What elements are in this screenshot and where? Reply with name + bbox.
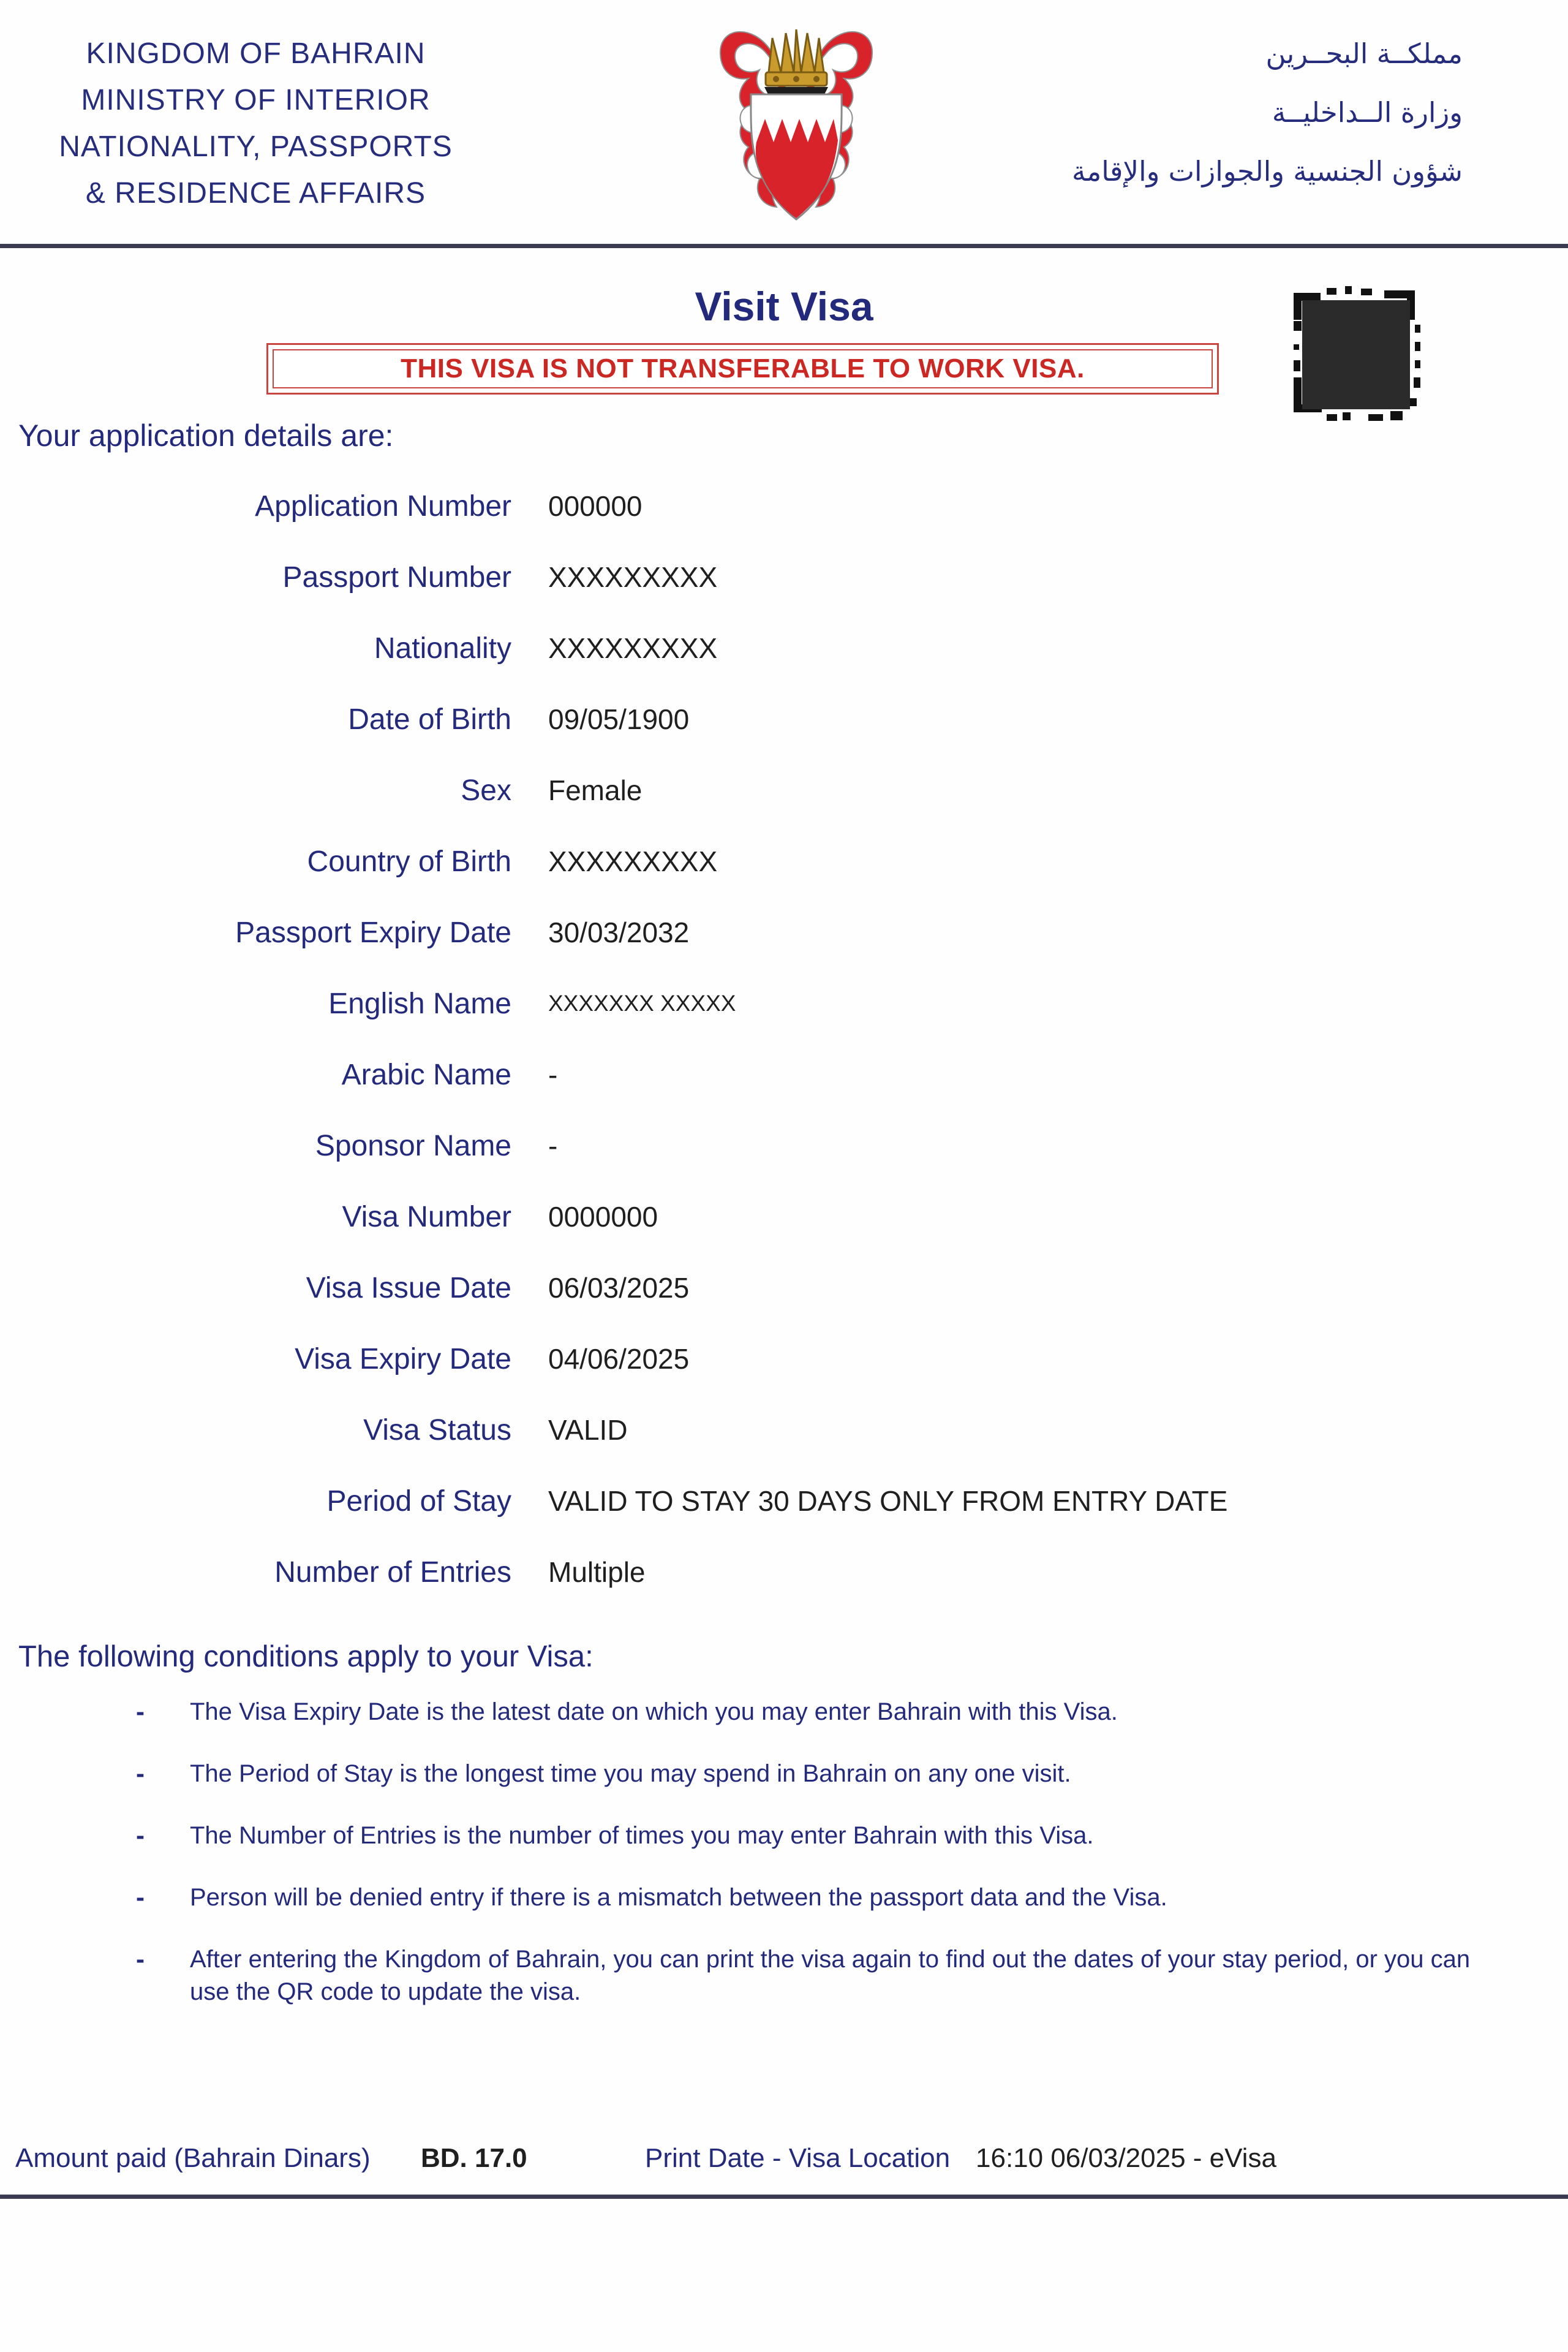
header-line: & RESIDENCE AFFAIRS — [85, 177, 426, 210]
field-value: XXXXXXX XXXXX — [548, 991, 736, 1016]
field-label: Country of Birth — [307, 845, 511, 878]
field-label: Passport Number — [282, 561, 511, 594]
list-item — [0, 1820, 1568, 1852]
header-divider — [0, 244, 1568, 248]
footer-divider — [0, 2195, 1568, 2199]
field-label: Passport Expiry Date — [235, 916, 511, 949]
table-row — [0, 897, 1568, 968]
field-label: Period of Stay — [326, 1484, 511, 1518]
field-value: 06/03/2025 — [548, 1272, 690, 1304]
table-row — [0, 613, 1568, 684]
field-label: Sponsor Name — [315, 1129, 511, 1162]
field-label: Nationality — [374, 632, 511, 665]
warning-text: THIS VISA IS NOT TRANSFERABLE TO WORK VISA. — [401, 354, 1085, 384]
list-item — [0, 1943, 1568, 2008]
table-row — [0, 1252, 1568, 1323]
field-value: VALID TO STAY 30 DAYS ONLY FROM ENTRY DATE — [548, 1485, 1228, 1517]
header-line-arabic: شؤون الجنسية والجوازات والإقامة — [1071, 155, 1463, 187]
amount-paid-label: Amount paid (Bahrain Dinars) — [15, 2143, 371, 2173]
warning-box — [266, 343, 1219, 395]
bahrain-coat-of-arms-icon — [698, 13, 894, 239]
field-label: Date of Birth — [348, 703, 511, 736]
field-value: 0000000 — [548, 1201, 658, 1233]
condition-text: The Period of Stay is the longest time you may spend in Bahrain on any one visit. — [190, 1760, 1071, 1787]
field-value: 09/05/1900 — [548, 703, 690, 735]
table-row — [0, 471, 1568, 542]
issuing-authority-ar — [1072, 25, 1463, 201]
condition-text: After entering the Kingdom of Bahrain, you can print the visa again to find out the dates of your stay period, or you can use the QR code to update the visa. — [190, 1946, 1471, 2005]
field-label: Visa Expiry Date — [295, 1342, 511, 1375]
details-heading: Your application details are: — [18, 418, 394, 453]
field-value: XXXXXXXXX — [548, 845, 718, 877]
field-value: Multiple — [548, 1556, 646, 1588]
print-date-value: 16:10 06/03/2025 - eVisa — [976, 2143, 1276, 2173]
table-row — [0, 968, 1568, 1039]
field-label: Visa Issue Date — [306, 1271, 511, 1304]
footer — [0, 2143, 1568, 2180]
condition-text: Person will be denied entry if there is a mismatch between the passport data and the Visa. — [190, 1884, 1167, 1911]
conditions-list — [0, 1696, 1568, 2038]
bullet-dash: - — [136, 1883, 145, 1911]
field-label: English Name — [328, 987, 511, 1020]
header-line: MINISTRY OF INTERIOR — [81, 84, 431, 116]
table-row — [0, 542, 1568, 613]
field-value: XXXXXXXXX — [548, 561, 718, 593]
field-label: Visa Status — [363, 1413, 511, 1446]
list-item — [0, 1881, 1568, 1914]
field-label: Arabic Name — [341, 1058, 511, 1091]
header-line-arabic: مملكــة البحــرين — [1265, 37, 1463, 70]
details-table — [0, 471, 1568, 1608]
table-row — [0, 1394, 1568, 1465]
list-item — [0, 1758, 1568, 1790]
bullet-dash: - — [136, 1945, 145, 1973]
table-row — [0, 684, 1568, 755]
table-row — [0, 1537, 1568, 1608]
field-value: Female — [548, 774, 643, 806]
header-line: KINGDOM OF BAHRAIN — [86, 37, 426, 70]
warning-box-inner — [273, 349, 1213, 388]
bullet-dash: - — [136, 1759, 145, 1788]
table-row — [0, 755, 1568, 826]
field-value: 000000 — [548, 490, 643, 522]
field-value: XXXXXXXXX — [548, 632, 718, 664]
table-row — [0, 1465, 1568, 1537]
field-label: Visa Number — [342, 1200, 511, 1233]
field-value: 30/03/2032 — [548, 917, 690, 948]
condition-text: The Number of Entries is the number of times you may enter Bahrain with this Visa. — [190, 1822, 1094, 1849]
table-row — [0, 1181, 1568, 1252]
field-label: Application Number — [255, 490, 511, 523]
table-row — [0, 1323, 1568, 1394]
field-value: 04/06/2025 — [548, 1343, 690, 1375]
page-title: Visit Visa — [695, 284, 873, 329]
list-item — [0, 1696, 1568, 1728]
field-value: - — [548, 1059, 558, 1091]
qr-code-redacted-icon — [1289, 281, 1423, 425]
amount-paid-value: BD. 17.0 — [421, 2143, 527, 2173]
bullet-dash: - — [136, 1821, 145, 1850]
print-date-label: Print Date - Visa Location — [645, 2143, 951, 2173]
issuing-authority-en — [52, 31, 459, 217]
field-value: - — [548, 1130, 558, 1162]
header-line: NATIONALITY, PASSPORTS — [59, 130, 453, 163]
field-label: Sex — [461, 774, 511, 807]
conditions-heading: The following conditions apply to your Visa: — [18, 1640, 594, 1673]
field-label: Number of Entries — [274, 1556, 511, 1589]
table-row — [0, 1110, 1568, 1181]
condition-text: The Visa Expiry Date is the latest date on which you may enter Bahrain with this Visa. — [190, 1698, 1118, 1725]
field-value: VALID — [548, 1414, 628, 1446]
table-row — [0, 826, 1568, 897]
header-line-arabic: وزارة الــداخليــة — [1272, 96, 1463, 129]
table-row — [0, 1039, 1568, 1110]
bullet-dash: - — [136, 1697, 145, 1726]
